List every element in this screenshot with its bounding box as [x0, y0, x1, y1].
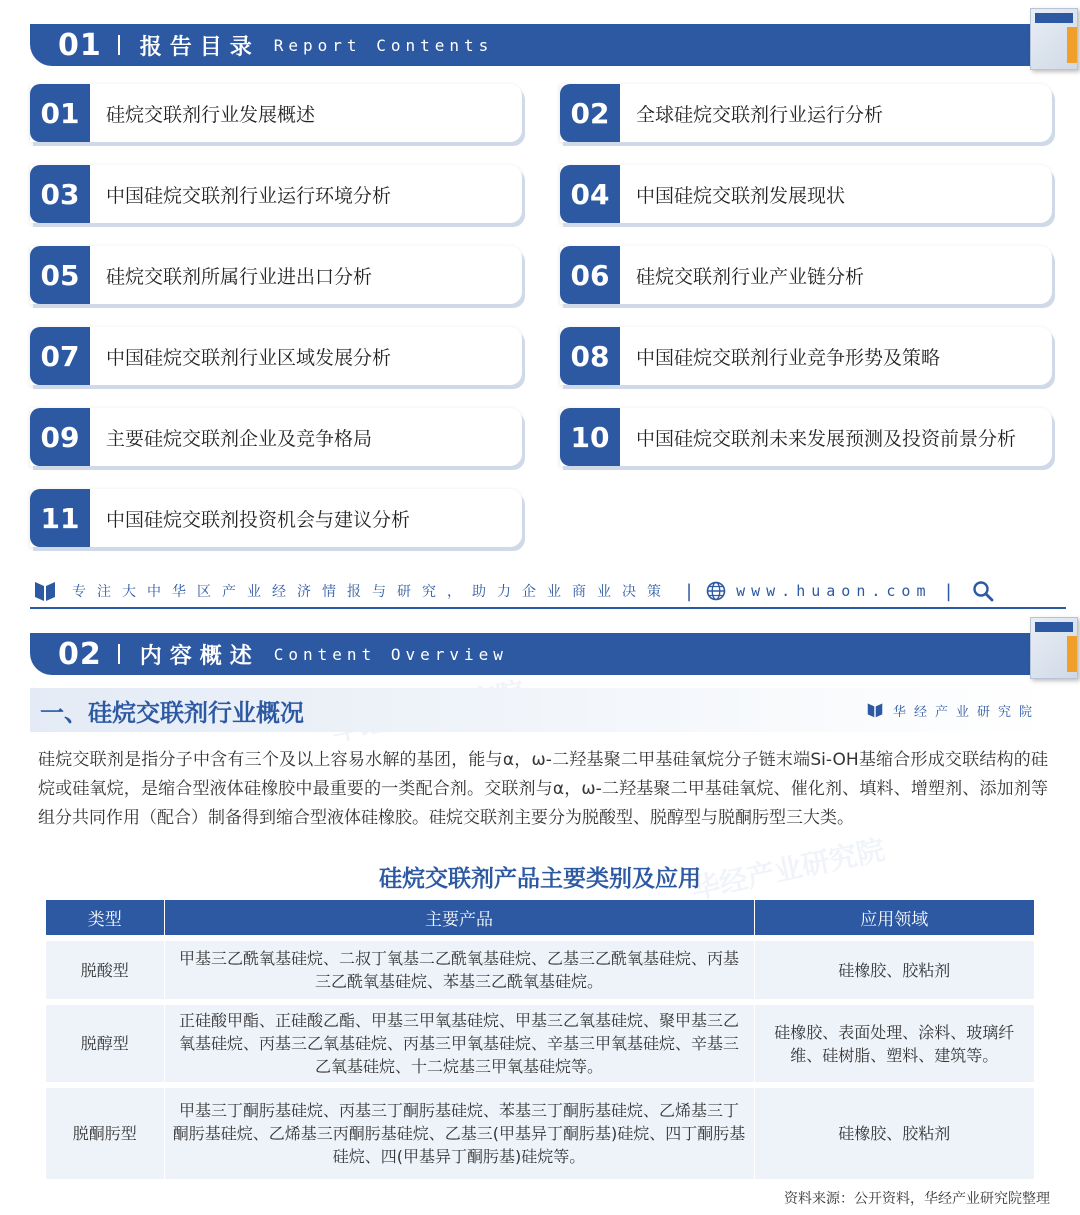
cell-products: 正硅酸甲酯、正硅酸乙酯、甲基三甲氧基硅烷、甲基三乙氧基硅烷、聚甲基三乙氧基硅烷、丙基三乙氧基硅烷、丙基三甲氧基硅烷、辛基三甲氧基硅烷、辛基三乙氧基硅烷、十二烷基三甲氧基硅烷等。 — [164, 1002, 754, 1085]
slogan-separator: | — [686, 580, 693, 602]
toc-title: 中国硅烷交联剂发展现状 — [636, 184, 846, 207]
toc-item-04[interactable] — [560, 165, 1052, 223]
toc-item-09[interactable] — [30, 408, 522, 466]
toc-title: 全球硅烷交联剂行业运行分析 — [636, 103, 884, 126]
toc-title: 中国硅烷交联剂未来发展预测及投资前景分析 — [636, 427, 1017, 450]
toc-title: 硅烷交联剂所属行业进出口分析 — [106, 265, 373, 288]
toc-number: 01 — [30, 84, 90, 142]
cell-products: 甲基三丁酮肟基硅烷、丙基三丁酮肟基硅烷、苯基三丁酮肟基硅烷、乙烯基三丁酮肟基硅烷、乙烯基三丙酮肟基硅烷、乙基三(甲基异丁酮肟基)硅烷、四丁酮肟基硅烷、四(甲基异丁酮肟基)硅烷等。 — [164, 1085, 754, 1179]
toc-title: 硅烷交联剂行业产业链分析 — [636, 265, 865, 288]
cell-products: 甲基三乙酰氧基硅烷、二叔丁氧基二乙酰氧基硅烷、乙基三乙酰氧基硅烷、丙基三乙酰氧基硅烷、苯基三乙酰氧基硅烷。 — [164, 938, 754, 1002]
toc-number: 10 — [560, 408, 620, 466]
toc-number: 02 — [560, 84, 620, 142]
toc-number: 11 — [30, 489, 90, 547]
product-table — [46, 900, 1034, 1179]
globe-icon — [706, 581, 726, 601]
section1-banner — [30, 24, 1050, 66]
toc-item-07[interactable] — [30, 327, 522, 385]
website-link[interactable]: www.huaon.com — [736, 582, 932, 600]
header-type: 类型 — [46, 900, 164, 938]
toc-title: 中国硅烷交联剂行业竞争形势及策略 — [636, 346, 941, 369]
toc-title: 中国硅烷交联剂行业运行环境分析 — [106, 184, 392, 207]
slogan-separator-2: | — [945, 580, 952, 602]
banner-divider — [118, 644, 120, 664]
toc-number: 04 — [560, 165, 620, 223]
table-title: 硅烷交联剂产品主要类别及应用 — [379, 866, 701, 892]
toc-item-11[interactable] — [30, 489, 522, 547]
toc-number: 03 — [30, 165, 90, 223]
brand-name: 华经产业研究院 — [892, 704, 1040, 720]
section2-banner — [30, 633, 1050, 675]
header-products: 主要产品 — [164, 900, 754, 938]
cell-application: 硅橡胶、胶粘剂 — [754, 1085, 1034, 1179]
slogan-text: 专注大中华区产业经济情报与研究，助力企业商业决策 — [72, 584, 672, 600]
toc-item-02[interactable] — [560, 84, 1052, 142]
toc-title: 中国硅烷交联剂行业区域发展分析 — [106, 346, 392, 369]
watermark: 华经产业研究院 — [689, 832, 888, 906]
toc-title: 中国硅烷交联剂投资机会与建议分析 — [106, 508, 411, 531]
table-header-row — [46, 900, 1034, 938]
toc-item-08[interactable] — [560, 327, 1052, 385]
report-book-icon — [1030, 8, 1078, 70]
toc-title: 硅烷交联剂行业发展概述 — [106, 103, 316, 126]
subsection-heading-bar — [30, 688, 1050, 732]
cell-type: 脱酮肟型 — [46, 1085, 164, 1179]
table-row — [46, 1002, 1034, 1085]
search-icon[interactable] — [972, 580, 994, 602]
toc-item-10[interactable] — [560, 408, 1052, 466]
toc-number: 09 — [30, 408, 90, 466]
header-application: 应用领域 — [754, 900, 1034, 938]
section1-title-en: Report Contents — [273, 35, 494, 55]
toc-number: 05 — [30, 246, 90, 304]
overview-paragraph: 硅烷交联剂是指分子中含有三个及以上容易水解的基团，能与α，ω-二羟基聚二甲基硅氧烷分子链末端Si-OH基缩合形成交联结构的硅烷或硅氧烷，是缩合型液体硅橡胶中最重要的一类配合剂。交联剂与α，ω-二羟基聚二甲基硅氧烷、催化剂、填料、增塑剂、添加剂等组分共同作用（配合）制备得到缩合型液体硅橡胶。硅烷交联剂主要分为脱酸型、脱醇型与脱酮肟型三大类。 — [38, 750, 1048, 828]
section1-title-zh: 报告目录 — [139, 34, 260, 60]
section2-title-en: Content Overview — [273, 644, 508, 664]
toc-number: 06 — [560, 246, 620, 304]
brand-flag-icon — [867, 702, 883, 718]
toc-number: 08 — [560, 327, 620, 385]
section1-number: 01 — [58, 27, 102, 63]
toc-item-03[interactable] — [30, 165, 522, 223]
table-row — [46, 1085, 1034, 1179]
slogan-strip — [30, 575, 1066, 609]
toc-number: 07 — [30, 327, 90, 385]
toc-item-06[interactable] — [560, 246, 1052, 304]
toc-item-05[interactable] — [30, 246, 522, 304]
banner-divider — [118, 35, 120, 55]
source-note: 资料来源：公开资料，华经产业研究院整理 — [784, 1191, 1050, 1207]
brand-flag-icon — [34, 580, 56, 602]
toc-title: 主要硅烷交联剂企业及竞争格局 — [106, 427, 373, 450]
toc-item-01[interactable] — [30, 84, 522, 142]
cell-application: 硅橡胶、胶粘剂 — [754, 938, 1034, 1002]
report-book-icon — [1030, 617, 1078, 679]
cell-type: 脱醇型 — [46, 1002, 164, 1085]
table-row — [46, 938, 1034, 1002]
brand-label — [867, 701, 1040, 720]
cell-type: 脱酸型 — [46, 938, 164, 1002]
cell-application: 硅橡胶、表面处理、涂料、玻璃纤维、硅树脂、塑料、建筑等。 — [754, 1002, 1034, 1085]
subsection-heading: 一、硅烷交联剂行业概况 — [40, 698, 304, 727]
section2-title-zh: 内容概述 — [139, 643, 260, 669]
section2-number: 02 — [58, 636, 102, 672]
